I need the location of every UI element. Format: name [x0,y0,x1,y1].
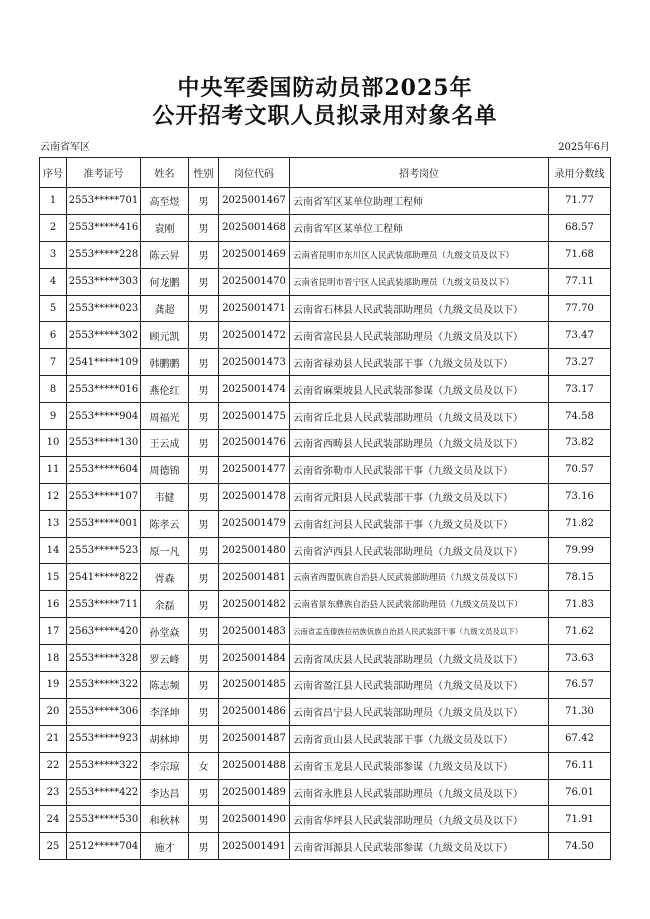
cell-position-code: 2025001485 [219,672,290,699]
cell-name: 李宗琼 [141,752,189,779]
cell-gender: 男 [189,268,219,295]
table-row [40,295,611,322]
column-header-exam-id: 准考证号 [67,158,141,188]
cell-name: 余磊 [141,591,189,618]
cell-score: 76.01 [549,779,611,806]
cell-gender: 男 [189,645,219,672]
cell-no: 4 [40,268,67,295]
cell-exam-id: 2512*****704 [67,833,141,860]
cell-name: 孙堂焱 [141,618,189,645]
table-row [40,564,611,591]
cell-no: 20 [40,698,67,725]
cell-score: 73.82 [549,430,611,457]
cell-position: 云南省西盟佤族自治县人民武装部助理员（九级文员及以下） [290,564,549,591]
cell-exam-id: 2553*****322 [67,752,141,779]
cell-position-code: 2025001482 [219,591,290,618]
cell-position: 云南省华坪县人民武装部助理员（九级文员及以下） [290,806,549,833]
table-row [40,725,611,752]
cell-gender: 男 [189,672,219,699]
cell-score: 78.15 [549,564,611,591]
cell-exam-id: 2553*****530 [67,806,141,833]
cell-no: 2 [40,214,67,241]
cell-position-code: 2025001467 [219,188,290,215]
cell-position-code: 2025001484 [219,645,290,672]
cell-position-code: 2025001472 [219,322,290,349]
cell-gender: 男 [189,295,219,322]
cell-gender: 男 [189,564,219,591]
table-row [40,645,611,672]
column-header-no: 序号 [40,158,67,188]
cell-position: 云南省弥勒市人民武装部干事（九级文员及以下） [290,456,549,483]
cell-position: 云南省昆明市东川区人民武装部助理员（九级文员及以下） [290,241,549,268]
cell-exam-id: 2553*****604 [67,456,141,483]
cell-position-code: 2025001476 [219,430,290,457]
cell-no: 13 [40,510,67,537]
column-header-position: 招考岗位 [290,158,549,188]
cell-score: 68.57 [549,214,611,241]
cell-name: 龚超 [141,295,189,322]
cell-score: 71.30 [549,698,611,725]
table-row [40,188,611,215]
cell-position-code: 2025001473 [219,349,290,376]
table-header-row [40,158,611,188]
cell-gender: 男 [189,456,219,483]
cell-exam-id: 2553*****001 [67,510,141,537]
cell-exam-id: 2553*****904 [67,403,141,430]
table-row [40,214,611,241]
cell-score: 79.99 [549,537,611,564]
cell-gender: 男 [189,833,219,860]
column-header-gender: 性别 [189,158,219,188]
cell-gender: 男 [189,618,219,645]
cell-exam-id: 2553*****701 [67,188,141,215]
column-header-position-code: 岗位代码 [219,158,290,188]
cell-no: 17 [40,618,67,645]
cell-no: 7 [40,349,67,376]
cell-no: 11 [40,456,67,483]
cell-name: 罗云峰 [141,645,189,672]
cell-gender: 男 [189,537,219,564]
table-body [40,188,611,860]
cell-gender: 男 [189,725,219,752]
table-row [40,833,611,860]
cell-position-code: 2025001470 [219,268,290,295]
cell-score: 73.17 [549,376,611,403]
cell-name: 施才 [141,833,189,860]
cell-exam-id: 2553*****228 [67,241,141,268]
cell-gender: 男 [189,322,219,349]
cell-position: 云南省富民县人民武装部助理员（九级文员及以下） [290,322,549,349]
cell-score: 71.68 [549,241,611,268]
cell-score: 71.91 [549,806,611,833]
cell-position-code: 2025001469 [219,241,290,268]
cell-name: 陈志频 [141,672,189,699]
table-row [40,698,611,725]
table-row [40,510,611,537]
cell-position: 云南省盈江县人民武装部助理员（九级文员及以下） [290,672,549,699]
cell-gender: 男 [189,241,219,268]
table-row [40,591,611,618]
cell-exam-id: 2553*****923 [67,725,141,752]
cell-position: 云南省军区某单位工程师 [290,214,549,241]
cell-no: 21 [40,725,67,752]
cell-position-code: 2025001475 [219,403,290,430]
cell-gender: 男 [189,376,219,403]
cell-position: 云南省丘北县人民武装部助理员（九级文员及以下） [290,403,549,430]
table-row [40,241,611,268]
cell-score: 71.62 [549,618,611,645]
cell-score: 77.11 [549,268,611,295]
cell-exam-id: 2553*****422 [67,779,141,806]
cell-name: 和秋林 [141,806,189,833]
cell-name: 陈云昇 [141,241,189,268]
table-row [40,806,611,833]
cell-name: 原一凡 [141,537,189,564]
cell-position-code: 2025001491 [219,833,290,860]
cell-score: 77.70 [549,295,611,322]
cell-position: 云南省元阳县人民武装部干事（九级文员及以下） [290,483,549,510]
cell-no: 5 [40,295,67,322]
cell-position-code: 2025001479 [219,510,290,537]
table-row [40,537,611,564]
cell-name: 韩鹏鹏 [141,349,189,376]
cell-position-code: 2025001488 [219,752,290,779]
cell-exam-id: 2553*****130 [67,430,141,457]
table-row [40,403,611,430]
cell-name: 韦健 [141,483,189,510]
cell-name: 李达昌 [141,779,189,806]
cell-position: 云南省禄劝县人民武装部干事（九级文员及以下） [290,349,549,376]
cell-position-code: 2025001490 [219,806,290,833]
page-title-line1: 中央军委国防动员部2025年 [177,75,473,101]
page-title-line2: 公开招考文职人员拟录用对象名单 [152,103,498,129]
cell-name: 燕伦红 [141,376,189,403]
table-row [40,456,611,483]
table-row [40,268,611,295]
cell-position-code: 2025001471 [219,295,290,322]
cell-score: 73.47 [549,322,611,349]
cell-position: 云南省红河县人民武装部干事（九级文员及以下） [290,510,549,537]
table-row [40,430,611,457]
cell-gender: 男 [189,349,219,376]
cell-no: 25 [40,833,67,860]
cell-no: 14 [40,537,67,564]
column-header-name: 姓名 [141,158,189,188]
table-row [40,672,611,699]
cell-exam-id: 2563*****420 [67,618,141,645]
cell-exam-id: 2541*****822 [67,564,141,591]
cell-name: 李泽坤 [141,698,189,725]
cell-gender: 男 [189,806,219,833]
cell-score: 76.11 [549,752,611,779]
date-label: 2025年6月 [558,142,610,153]
cell-position: 云南省石林县人民武装部助理员（九级文员及以下） [290,295,549,322]
cell-position: 云南省昌宁县人民武装部助理员（九级文员及以下） [290,698,549,725]
cell-exam-id: 2553*****322 [67,672,141,699]
cell-position-code: 2025001487 [219,725,290,752]
cell-name: 何龙鹏 [141,268,189,295]
cell-score: 71.82 [549,510,611,537]
cell-score: 74.50 [549,833,611,860]
cell-no: 1 [40,188,67,215]
cell-position-code: 2025001468 [219,214,290,241]
cell-gender: 男 [189,403,219,430]
cell-name: 周福光 [141,403,189,430]
cell-position-code: 2025001489 [219,779,290,806]
cell-gender: 男 [189,510,219,537]
cell-position: 云南省凤庆县人民武装部助理员（九级文员及以下） [290,645,549,672]
cell-position-code: 2025001477 [219,456,290,483]
cell-exam-id: 2553*****328 [67,645,141,672]
cell-gender: 男 [189,779,219,806]
cell-gender: 男 [189,483,219,510]
cell-score: 73.63 [549,645,611,672]
cell-name: 袁刚 [141,214,189,241]
cell-position: 云南省泸西县人民武装部助理员（九级文员及以下） [290,537,549,564]
column-header-score: 录用分数线 [549,158,611,188]
cell-score: 67.42 [549,725,611,752]
cell-name: 胡林坤 [141,725,189,752]
cell-position: 云南省麻栗坡县人民武装部参谋（九级文员及以下） [290,376,549,403]
cell-score: 70.57 [549,456,611,483]
cell-name: 陈孝云 [141,510,189,537]
cell-score: 74.58 [549,403,611,430]
cell-no: 16 [40,591,67,618]
cell-position-code: 2025001480 [219,537,290,564]
cell-gender: 男 [189,188,219,215]
cell-exam-id: 2553*****016 [67,376,141,403]
table-row [40,349,611,376]
table-row [40,779,611,806]
cell-position: 云南省昆明市晋宁区人民武装部助理员（九级文员及以下） [290,268,549,295]
cell-gender: 男 [189,591,219,618]
cell-score: 73.27 [549,349,611,376]
region-label: 云南省军区 [40,142,90,153]
cell-exam-id: 2553*****523 [67,537,141,564]
cell-gender: 男 [189,430,219,457]
cell-no: 23 [40,779,67,806]
cell-position-code: 2025001474 [219,376,290,403]
cell-no: 19 [40,672,67,699]
cell-position-code: 2025001478 [219,483,290,510]
cell-position: 云南省西畴县人民武装部助理员（九级文员及以下） [290,430,549,457]
cell-name: 顾元凯 [141,322,189,349]
cell-name: 高至煜 [141,188,189,215]
table-row [40,322,611,349]
cell-score: 71.83 [549,591,611,618]
table-row [40,618,611,645]
cell-exam-id: 2553*****023 [67,295,141,322]
cell-name: 胥森 [141,564,189,591]
cell-gender: 男 [189,698,219,725]
table-row [40,483,611,510]
cell-name: 周德锦 [141,456,189,483]
cell-no: 10 [40,430,67,457]
cell-score: 76.57 [549,672,611,699]
cell-position: 云南省军区某单位助理工程师 [290,188,549,215]
cell-no: 15 [40,564,67,591]
cell-exam-id: 2553*****107 [67,483,141,510]
table-row [40,752,611,779]
cell-no: 3 [40,241,67,268]
table-row [40,376,611,403]
cell-exam-id: 2553*****303 [67,268,141,295]
cell-exam-id: 2553*****306 [67,698,141,725]
cell-gender: 男 [189,214,219,241]
cell-position-code: 2025001486 [219,698,290,725]
cell-position: 云南省景东彝族自治县人民武装部助理员（九级文员及以下） [290,591,549,618]
cell-no: 8 [40,376,67,403]
cell-gender: 女 [189,752,219,779]
cell-score: 73.16 [549,483,611,510]
cell-score: 71.77 [549,188,611,215]
cell-no: 6 [40,322,67,349]
cell-position-code: 2025001483 [219,618,290,645]
cell-position: 云南省贡山县人民武装部干事（九级文员及以下） [290,725,549,752]
cell-position: 云南省洱源县人民武装部参谋（九级文员及以下） [290,833,549,860]
cell-position: 云南省孟连傣族拉祜族佤族自治县人民武装部干事（九级文员及以下） [290,618,549,645]
cell-exam-id: 2541*****109 [67,349,141,376]
cell-position: 云南省玉龙县人民武装部参谋（九级文员及以下） [290,752,549,779]
cell-no: 9 [40,403,67,430]
cell-no: 18 [40,645,67,672]
cell-exam-id: 2553*****711 [67,591,141,618]
cell-exam-id: 2553*****302 [67,322,141,349]
cell-no: 22 [40,752,67,779]
cell-no: 24 [40,806,67,833]
cell-name: 王云成 [141,430,189,457]
cell-position: 云南省永胜县人民武装部助理员（九级文员及以下） [290,779,549,806]
candidate-table [39,157,611,860]
cell-no: 12 [40,483,67,510]
cell-exam-id: 2553*****416 [67,214,141,241]
cell-position-code: 2025001481 [219,564,290,591]
